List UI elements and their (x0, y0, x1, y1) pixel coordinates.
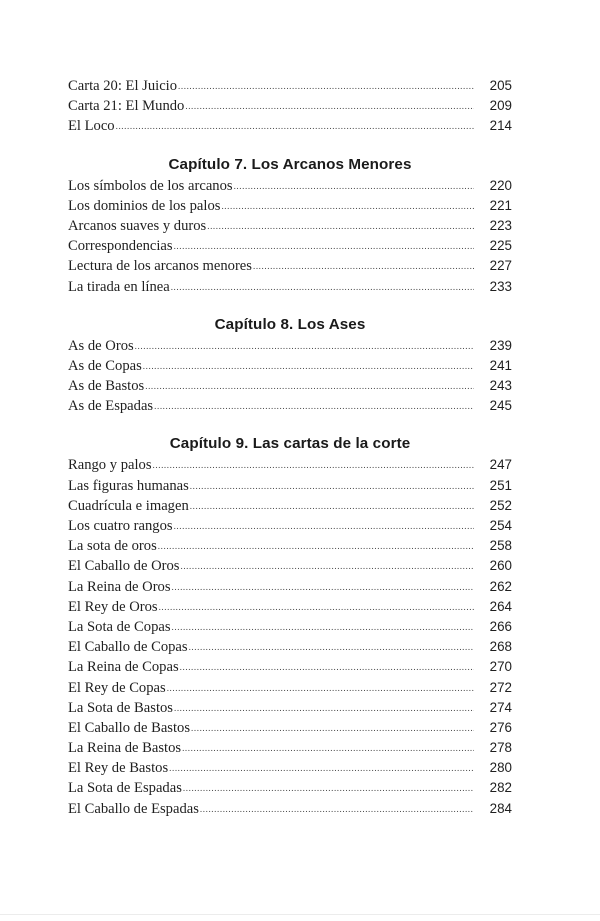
toc-entry-page: 245 (489, 398, 512, 414)
toc-entry-page: 254 (489, 518, 512, 533)
toc-entry-title: El Caballo de Oros (68, 558, 180, 575)
toc-entry-title: Carta 21: El Mundo (68, 98, 185, 115)
toc-entry-page: 274 (489, 699, 512, 715)
toc-entry[interactable] (68, 799, 512, 819)
toc-entry-page: 247 (489, 457, 512, 473)
toc-entry[interactable] (68, 116, 512, 136)
toc-entry[interactable] (68, 496, 512, 516)
toc-entry-page: 221 (489, 197, 512, 213)
chapter-heading: Capítulo 7. Los Arcanos Menores (168, 155, 412, 173)
toc-entry-title: La tirada en línea (68, 278, 170, 295)
chapter-heading: Capítulo 8. Los Ases (214, 315, 366, 333)
toc-entry-title: As de Oros (68, 337, 134, 354)
toc-entry-page: 258 (489, 538, 512, 554)
toc-entry[interactable] (68, 455, 512, 475)
toc-entry-title: Los cuatro rangos (68, 518, 173, 534)
toc-entry-page: 205 (489, 78, 512, 93)
toc-entry-title: Lectura de los arcanos menores (68, 258, 252, 275)
dot-leader (158, 536, 474, 556)
dot-leader (190, 496, 474, 516)
dot-leader (135, 336, 474, 356)
dot-leader (178, 76, 474, 96)
dot-leader (182, 738, 474, 758)
dot-leader (172, 577, 474, 597)
toc-entry-page: 276 (489, 719, 512, 735)
toc-entry-page: 270 (489, 659, 512, 675)
dot-leader (189, 637, 474, 657)
dot-leader (174, 516, 474, 536)
toc-entry-page: 233 (489, 278, 512, 294)
toc-entry-page: 241 (489, 357, 512, 373)
toc-entry-page: 264 (489, 598, 512, 614)
toc-section-continuation (68, 76, 512, 137)
toc-entry[interactable] (68, 556, 512, 576)
dot-leader (207, 216, 474, 236)
dot-leader (167, 678, 474, 698)
toc-entry[interactable] (68, 216, 512, 236)
toc-entry-title: As de Copas (68, 357, 142, 374)
toc-entry-page: 266 (489, 618, 512, 634)
dot-leader (116, 116, 474, 136)
toc-entry-title: La Reina de Bastos (68, 740, 182, 757)
toc-entry-page: 251 (489, 477, 512, 493)
toc-entry[interactable] (68, 678, 512, 698)
dot-leader (145, 376, 474, 396)
toc-entry-page: 272 (489, 679, 512, 695)
toc-entry-page: 223 (489, 217, 512, 233)
dot-leader (183, 778, 474, 798)
toc-entry-title: El Loco (68, 118, 115, 135)
toc-entry-title: La Reina de Copas (68, 659, 179, 676)
toc-entry-title: La Reina de Oros (68, 578, 171, 595)
toc-entry[interactable] (68, 657, 512, 677)
toc-section-chapter-8 (68, 314, 512, 417)
toc-entry-page: 252 (489, 497, 512, 513)
dot-leader (200, 799, 474, 819)
toc-entry-title: Correspondencias (68, 238, 173, 255)
dot-leader (180, 657, 474, 677)
dot-leader (154, 396, 474, 416)
table-of-contents (68, 76, 512, 819)
toc-entry[interactable] (68, 96, 512, 116)
toc-entry-title: La sota de oros (68, 538, 157, 555)
toc-entry[interactable] (68, 76, 512, 96)
toc-entry[interactable] (68, 516, 512, 536)
toc-entry[interactable] (68, 577, 512, 597)
dot-leader (180, 556, 474, 576)
toc-entry-title: El Rey de Bastos (68, 760, 169, 777)
dot-leader (171, 277, 474, 297)
toc-entry-page: 243 (489, 378, 512, 394)
toc-entry-title: El Rey de Copas (68, 679, 166, 696)
toc-entry-title: La Sota de Copas (68, 618, 171, 635)
toc-entry[interactable] (68, 476, 512, 496)
toc-entry-title: El Rey de Oros (68, 598, 158, 615)
dot-leader (174, 236, 474, 256)
toc-entry[interactable] (68, 637, 512, 657)
page-bottom-edge (0, 914, 600, 915)
toc-entry[interactable] (68, 277, 512, 297)
toc-entry-page: 239 (489, 337, 512, 353)
toc-entry-page: 262 (489, 578, 512, 594)
dot-leader (234, 176, 474, 196)
toc-entry-title: Los dominios de los palos (68, 197, 221, 214)
dot-leader (172, 617, 474, 637)
toc-entry[interactable] (68, 336, 512, 356)
toc-entry[interactable] (68, 396, 512, 416)
toc-entry-page: 214 (489, 118, 512, 134)
toc-entry-title: Rango y palos (68, 457, 152, 474)
toc-entry-page: 227 (489, 258, 512, 274)
toc-entry-title: El Caballo de Copas (68, 639, 188, 656)
toc-entry-title: El Caballo de Bastos (68, 719, 191, 736)
dot-leader (191, 718, 474, 738)
toc-entry-title: La Sota de Bastos (68, 699, 173, 716)
toc-section-chapter-7 (68, 154, 512, 297)
dot-leader (185, 96, 474, 116)
toc-entry-page: 278 (489, 740, 512, 756)
dot-leader (143, 356, 474, 376)
toc-entry[interactable] (68, 738, 512, 758)
toc-entry[interactable] (68, 698, 512, 718)
dot-leader (159, 597, 474, 617)
toc-entry-page: 280 (489, 760, 512, 776)
toc-entry[interactable] (68, 536, 512, 556)
toc-entry-title: Cuadrícula e imagen (68, 497, 189, 514)
toc-entry[interactable] (68, 778, 512, 798)
toc-section-chapter-9 (68, 433, 512, 818)
toc-entry[interactable] (68, 718, 512, 738)
dot-leader (153, 455, 474, 475)
toc-entry-title: El Caballo de Espadas (68, 800, 199, 817)
toc-entry[interactable] (68, 256, 512, 276)
toc-entry-title: As de Bastos (68, 378, 145, 395)
toc-entry[interactable] (68, 376, 512, 396)
toc-entry-page: 284 (489, 800, 512, 816)
toc-entry-page: 268 (489, 639, 512, 655)
toc-entry-page: 282 (489, 780, 512, 796)
toc-entry-title: As de Espadas (68, 398, 154, 415)
toc-entry-title: Carta 20: El Juicio (68, 78, 178, 94)
toc-entry[interactable] (68, 236, 512, 256)
chapter-heading: Capítulo 9. Las cartas de la corte (169, 435, 411, 453)
dot-leader (221, 196, 474, 216)
toc-entry[interactable] (68, 176, 512, 196)
toc-entry-title: Los símbolos de los arcanos (68, 177, 233, 194)
dot-leader (169, 758, 474, 778)
dot-leader (253, 256, 474, 276)
toc-entry-page: 209 (489, 98, 512, 114)
toc-entry[interactable] (68, 617, 512, 637)
toc-entry[interactable] (68, 597, 512, 617)
dot-leader (174, 698, 474, 718)
toc-entry[interactable] (68, 356, 512, 376)
toc-entry[interactable] (68, 758, 512, 778)
toc-entry[interactable] (68, 196, 512, 216)
toc-entry-page: 220 (489, 177, 512, 193)
toc-entry-title: Arcanos suaves y duros (68, 217, 207, 234)
toc-entry-title: La Sota de Espadas (68, 780, 182, 797)
toc-entry-title: Las figuras humanas (68, 477, 189, 494)
toc-entry-page: 260 (489, 558, 512, 574)
dot-leader (190, 476, 474, 496)
toc-entry-page: 225 (489, 238, 512, 254)
